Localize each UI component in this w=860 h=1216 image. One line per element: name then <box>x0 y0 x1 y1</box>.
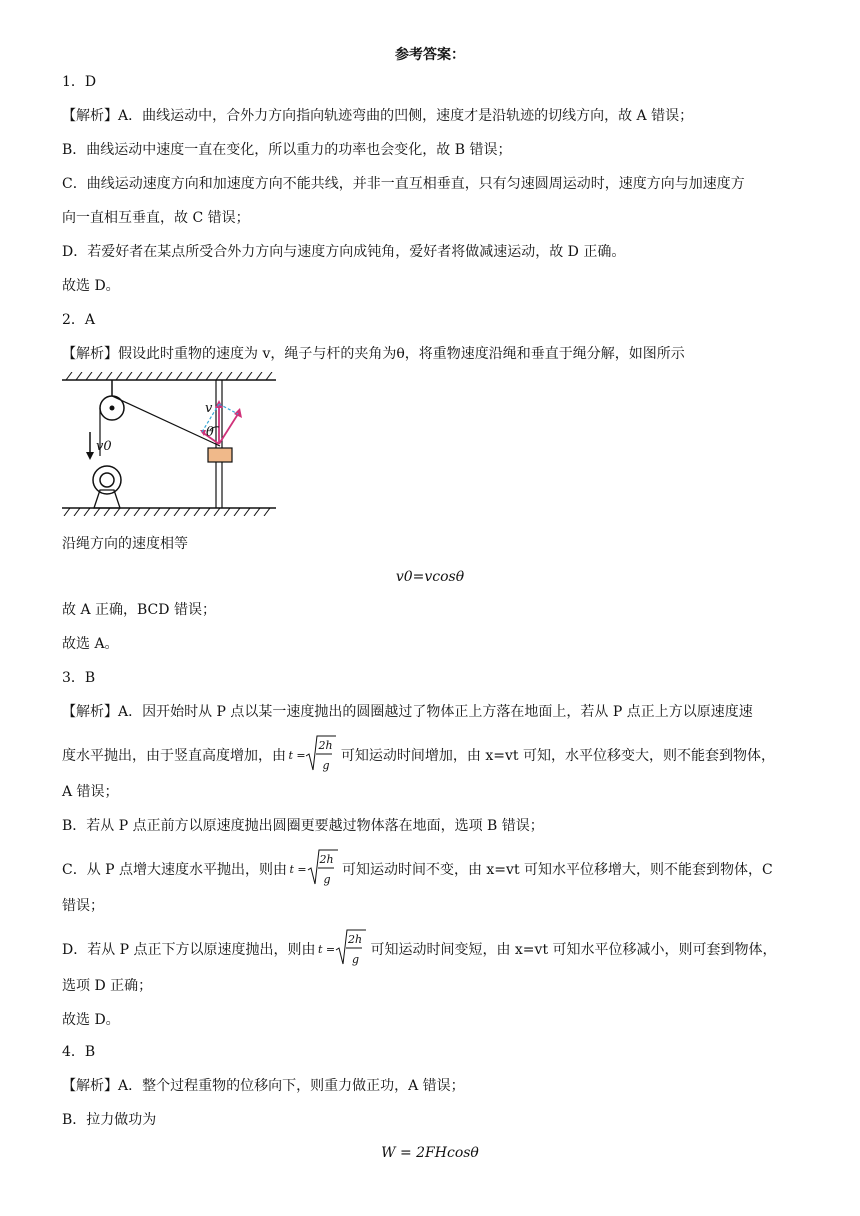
analysis-tag: 【解析】 <box>62 1078 118 1094</box>
analysis-tag: 【解析】 <box>62 704 118 720</box>
q1-option-b: B．曲线运动中速度一直在变化，所以重力的功率也会变化，故 B 错误； <box>62 142 512 158</box>
analysis-tag: 【解析】 <box>62 346 118 362</box>
q1-option-a: 【解析】A．曲线运动中，合外力方向指向轨迹弯曲的凹侧，速度才是沿轨迹的切线方向，故 A 错误； <box>62 108 694 124</box>
q3-option-c-line2: 错误； <box>62 898 104 914</box>
q1-final: 故选 D。 <box>62 278 120 294</box>
q3-head: 3．B <box>62 670 96 686</box>
q3-option-a-line2: 度水平抛出，由于竖直高度增加，由 t = 2h g 可知运动时间增加，由 x=vt 可知，水平位移变大，则不能套到物体， <box>62 734 775 774</box>
velocity-perp-arrowhead <box>234 408 242 418</box>
sqrt-formula: t = 2h g <box>292 848 338 888</box>
v0-arrowhead <box>86 452 94 460</box>
q2-equation: v0=vcosθ <box>395 569 465 585</box>
q3-final: 故选 D。 <box>62 1012 120 1028</box>
page-title: 参考答案： <box>395 47 465 63</box>
q4-option-a: 【解析】A．整个过程重物的位移向下，则重力做正功，A 错误； <box>62 1078 465 1094</box>
winch-inner <box>100 473 114 487</box>
pulley-diagram-svg <box>62 372 276 516</box>
theta-label: θ <box>206 425 214 440</box>
sqrt-formula: t = 2h g <box>290 734 336 774</box>
v-label: v <box>205 401 213 416</box>
q1-option-d: D．若爱好者在某点所受合外力方向与速度方向成钝角，爱好者将做减速运动，故 D 正确。 <box>62 244 626 260</box>
q4-equation: W = 2FHcosθ <box>381 1145 479 1161</box>
q2-along-rope: 沿绳方向的速度相等 <box>62 536 188 552</box>
v0-label: v0 <box>96 439 112 454</box>
q3-option-b: B．若从 P 点正前方以原速度抛出圆圈更要越过物体落在地面，选项 B 错误； <box>62 818 544 834</box>
q3-option-a-line1: 【解析】A．因开始时从 P 点以某一速度抛出的圆圈越过了物体正上方落在地面上，若从 P 点正上方以原速度速 <box>62 704 753 720</box>
rope-slanted <box>112 396 220 446</box>
q2-intro: 【解析】假设此时重物的速度为 v，绳子与杆的夹角为θ，将重物速度沿绳和垂直于绳分解，如图所示 <box>62 346 685 362</box>
q3-option-d-line2: 选项 D 正确； <box>62 978 153 994</box>
q2-conclusion: 故 A 正确，BCD 错误； <box>62 602 216 618</box>
pulley-axle <box>110 406 115 411</box>
q1-head: 1．D <box>62 74 97 90</box>
q4-option-b: B．拉力做功为 <box>62 1112 157 1128</box>
q3-option-a-line3: A 错误； <box>62 784 119 800</box>
q3-option-c-line1: C．从 P 点增大速度水平抛出，则由 t = 2h g 可知运动时间不变，由 x=vt 可知水平位移增大，则不能套到物体，C <box>62 848 773 888</box>
ceiling-hatch <box>66 372 272 380</box>
analysis-tag: 【解析】 <box>62 108 118 124</box>
weight-block <box>208 448 232 462</box>
q2-head: 2．A <box>62 312 96 328</box>
pulley-diagram <box>62 372 276 516</box>
q1-option-c-line2: 向一直相互垂直，故 C 错误； <box>62 210 250 226</box>
q3-option-d-line1: D．若从 P 点正下方以原速度抛出，则由 t = 2h g 可知运动时间变短，由 x=vt 可知水平位移减小，则可套到物体， <box>62 928 777 968</box>
sqrt-formula: t = 2h g <box>320 928 366 968</box>
q4-head: 4．B <box>62 1044 96 1060</box>
q2-final: 故选 A。 <box>62 636 119 652</box>
floor-hatch <box>64 508 270 516</box>
q1-option-c-line1: C．曲线运动速度方向和加速度方向不能共线，并非一直互相垂直，只有匀速圆周运动时，速度方向与加速度方 <box>62 176 745 192</box>
